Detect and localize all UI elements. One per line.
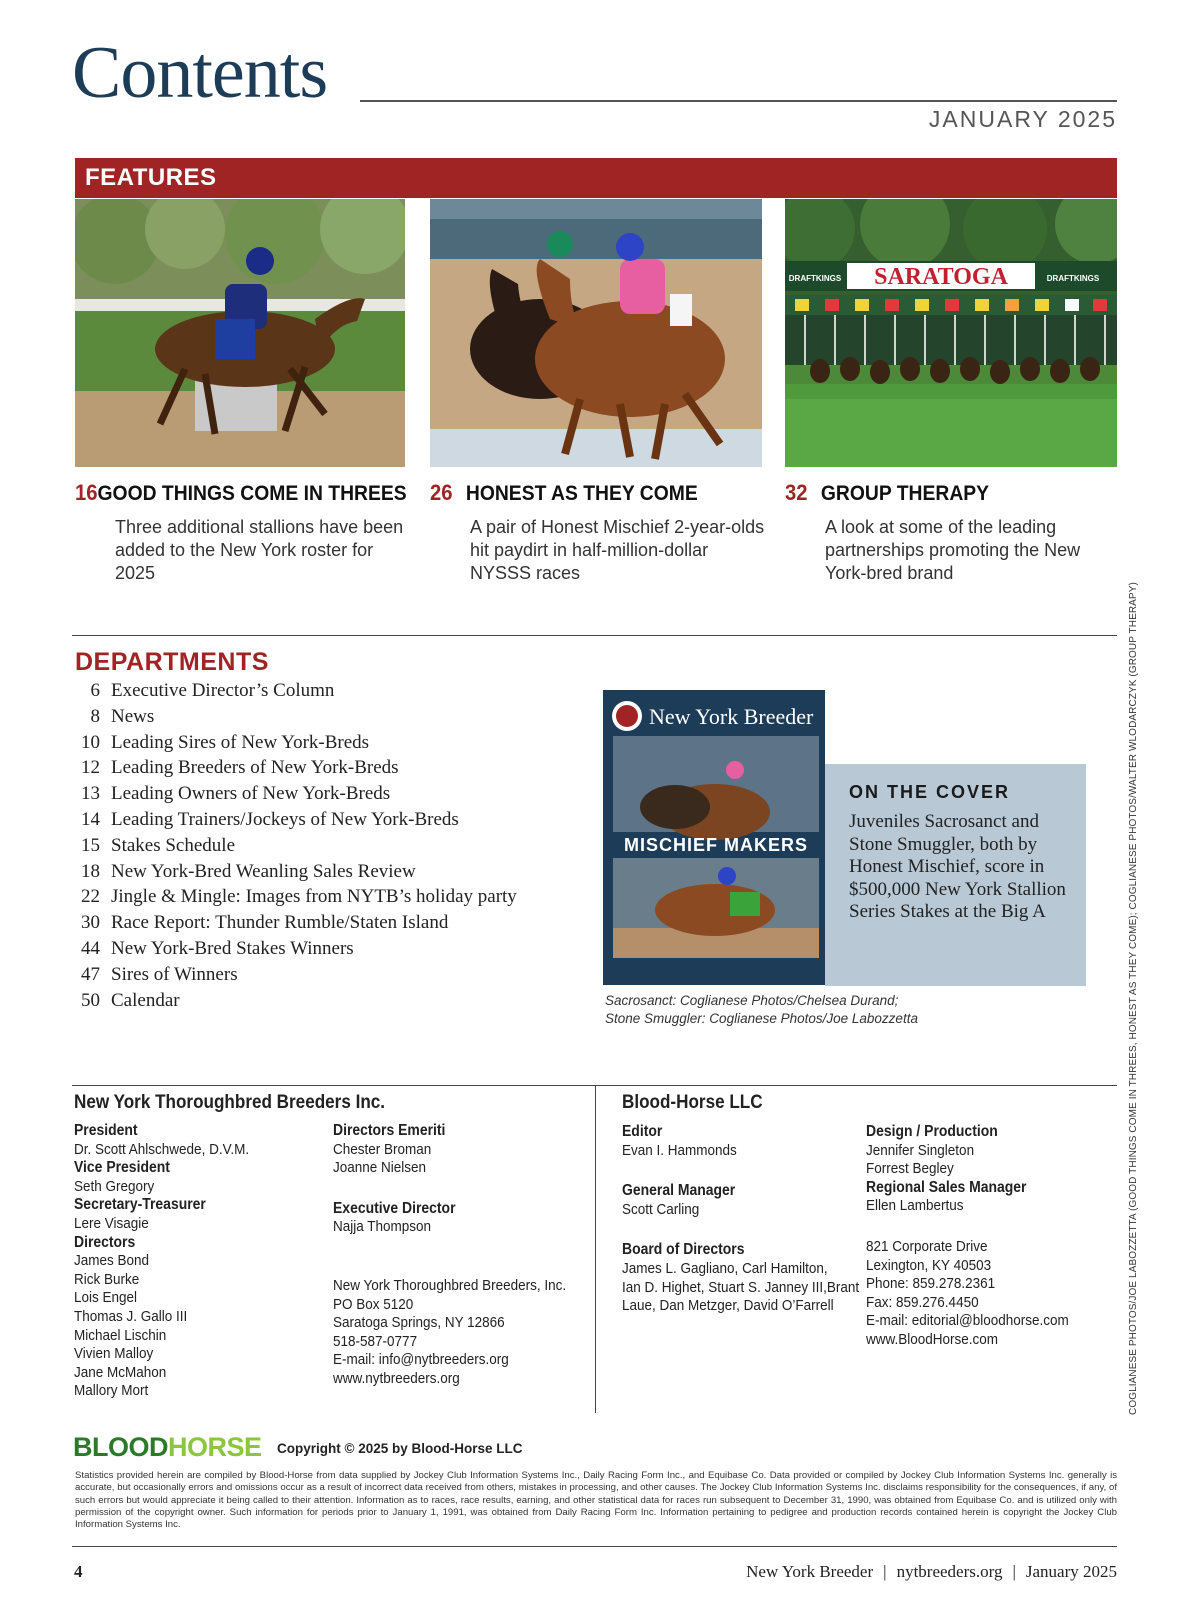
department-page: 6 — [90, 680, 100, 701]
cover-thumbnail[interactable] — [603, 690, 825, 985]
department-item[interactable] — [75, 990, 517, 1016]
footer-website-link[interactable]: nytbreeders.org — [896, 1562, 1003, 1581]
person-name: Evan I. Hammonds — [622, 1141, 737, 1159]
department-item[interactable] — [75, 886, 517, 912]
role-label: Regional Sales Manager — [866, 1178, 1027, 1196]
publication-name: New York Breeder — [746, 1562, 874, 1581]
feature-photo-good-things[interactable] — [75, 199, 405, 467]
person-name: Jane McMahon — [74, 1363, 167, 1381]
department-item[interactable] — [75, 732, 517, 758]
nytb-executives — [333, 1122, 566, 1389]
department-item[interactable] — [75, 835, 517, 861]
person-name: Lois Engel — [74, 1289, 138, 1307]
person-name: Dr. Scott Ahlschwede, D.V.M. — [74, 1140, 250, 1158]
role-label: Secretary-Treasurer — [74, 1196, 206, 1214]
department-page: 30 — [81, 912, 100, 934]
address-line: 821 Corporate Drive — [866, 1237, 988, 1255]
bloodhorse-production — [866, 1123, 1069, 1350]
role-label: Design / Production — [866, 1123, 998, 1140]
features-section-bar — [75, 158, 1117, 198]
department-title: New York-Bred Stakes Winners — [111, 937, 354, 959]
feature-description: A pair of Honest Mischief 2-year-olds hit paydirt in half-million-dollar NYSSS races — [470, 517, 765, 583]
cover-photo-credit — [605, 992, 918, 1028]
department-page: 15 — [81, 834, 100, 856]
email-link[interactable]: E-mail: info@nytbreeders.org — [333, 1351, 509, 1369]
statistics-disclaimer: Statistics provided herein are compiled by Blood-Horse from data supplied by Jockey Club Information Systems Inc., Daily Racing Form Inc., and Equibase Co. Data provided or compiled by Jockey Club Information Systems Inc. generally is accurate, but occasionally errors and omissions occur as a result of incorrect data received from others, mistakes in processing, and other causes. The Jockey Club Information Systems Inc. disclaims responsibility for the consequences, if any, of such errors but would appreciate it being called to their attention. Information as to races, race results, earning, and other statistical data for races run subsequent to December 31, 1990, was obtained from Equibase Co. and is utilized only with permission of the copyright owner. Such information for periods prior to January 1, 1991, was obtained from Daily Racing Form Inc. Information pertaining to pedigree and production records contained herein is copyright the Jockey Club Information Systems Inc. — [75, 1470, 1117, 1531]
department-item[interactable] — [75, 861, 517, 887]
role-label: President — [74, 1122, 138, 1139]
magazine-cover-image — [605, 692, 825, 985]
feature-photo-group-therapy[interactable] — [785, 199, 1117, 467]
departments-list — [75, 680, 517, 1015]
department-page: 13 — [81, 783, 100, 805]
on-the-cover-box — [825, 764, 1086, 986]
feature-item[interactable] — [75, 480, 415, 585]
department-item[interactable] — [75, 912, 517, 938]
department-page: 14 — [81, 808, 100, 830]
department-title: Stakes Schedule — [111, 834, 236, 856]
address-line: New York Thoroughbred Breeders, Inc. — [333, 1276, 567, 1294]
footer-separator: | — [1012, 1562, 1016, 1581]
department-title: Leading Sires of New York-Breds — [111, 731, 370, 753]
feature-title: GOOD THINGS COME IN THREES — [97, 482, 407, 505]
feature-item[interactable] — [430, 480, 770, 585]
feature-page-number: 16 — [75, 480, 98, 505]
department-item[interactable] — [75, 680, 517, 706]
department-item[interactable] — [75, 706, 517, 732]
person-name: Thomas J. Gallo III — [74, 1307, 188, 1325]
on-the-cover-label: ON THE COVER — [849, 782, 1011, 802]
feature-description: Three additional stallions have been added to the New York roster for 2025 — [115, 517, 404, 583]
footer-publication-info — [746, 1562, 1117, 1582]
page-title: Contents — [72, 32, 328, 114]
address-line: PO Box 5120 — [333, 1295, 414, 1313]
saratoga-sign: SARATOGA — [874, 264, 1008, 290]
department-item[interactable] — [75, 757, 517, 783]
person-name: James Bond — [74, 1252, 150, 1270]
person-name: Mallory Mort — [74, 1382, 149, 1400]
sponsor-sign-left: DRAFTKINGS — [788, 274, 842, 283]
department-title: New York-Bred Weanling Sales Review — [111, 860, 416, 882]
board-line: James L. Gagliano, Carl Hamilton, — [622, 1259, 828, 1277]
department-title: Leading Trainers/Jockeys of New York-Breds — [111, 808, 459, 830]
department-title: Jingle & Mingle: Images from NYTB’s holiday party — [111, 886, 517, 908]
feature-page-number: 26 — [430, 480, 453, 505]
department-title: Calendar — [111, 989, 180, 1011]
section-divider — [72, 635, 1117, 636]
page-number: 4 — [74, 1562, 83, 1581]
feature-item[interactable] — [785, 480, 1125, 585]
department-title: Sires of Winners — [111, 963, 238, 985]
website-link[interactable]: www.nytbreeders.org — [333, 1369, 460, 1387]
feature-description: A look at some of the leading partnerships promoting the New York-bred brand — [825, 517, 1081, 583]
departments-heading: DEPARTMENTS — [75, 648, 269, 676]
person-name: Rick Burke — [74, 1270, 140, 1288]
department-page: 22 — [81, 886, 100, 908]
person-name: Joanne Nielsen — [333, 1159, 427, 1177]
department-page: 8 — [90, 705, 100, 727]
horse-racing-photo — [75, 199, 405, 467]
feature-title: HONEST AS THEY COME — [465, 482, 698, 505]
bloodhorse-logo: BLOODHORSE — [73, 1432, 262, 1462]
person-name: Vivien Malloy — [74, 1345, 154, 1363]
starting-gate-photo — [785, 199, 1117, 467]
issue-date: JANUARY 2025 — [928, 106, 1117, 132]
on-the-cover-text: Juveniles Sacrosanct and Stone Smuggler, both by Honest Mischief, score in $500,000 New York Stallion Series Stakes at the Big A — [849, 811, 1066, 922]
features-label: FEATURES — [85, 164, 217, 191]
department-item[interactable] — [75, 938, 517, 964]
person-name: Ellen Lambertus — [866, 1197, 964, 1215]
department-page: 12 — [81, 757, 100, 779]
department-title: Leading Breeders of New York-Breds — [111, 757, 399, 779]
person-name: Chester Broman — [333, 1140, 432, 1158]
footer-separator: | — [883, 1562, 887, 1581]
bloodhorse-staff — [622, 1123, 859, 1316]
department-title: News — [111, 705, 155, 727]
department-title: Executive Director’s Column — [111, 680, 335, 701]
department-page: 18 — [81, 860, 100, 882]
footer-divider — [72, 1546, 1117, 1547]
cover-headline: MISCHIEF MAKERS — [623, 835, 809, 855]
role-label: Executive Director — [333, 1199, 456, 1217]
department-page: 50 — [81, 989, 100, 1011]
title-rule — [360, 100, 1117, 102]
feature-page-number: 32 — [785, 480, 808, 505]
address-line: Saratoga Springs, NY 12866 — [333, 1314, 505, 1332]
department-title: Leading Owners of New York-Breds — [111, 783, 391, 805]
person-name: Scott Carling — [622, 1200, 700, 1218]
feature-photo-honest[interactable] — [430, 199, 762, 467]
person-name: Seth Gregory — [74, 1177, 155, 1195]
role-label: Vice President — [74, 1159, 170, 1177]
feature-title: GROUP THERAPY — [820, 482, 990, 505]
address-line: Lexington, KY 40503 — [866, 1256, 992, 1274]
role-label: Directors Emeriti — [333, 1122, 446, 1139]
cover-credit-line: Sacrosanct: Coglianese Photos/Chelsea Durand; — [605, 993, 899, 1008]
nytb-officers — [74, 1122, 249, 1401]
masthead-column-divider — [595, 1085, 596, 1413]
person-name: Forrest Begley — [866, 1160, 954, 1178]
board-line: Ian D. Highet, Stuart S. Janney III,Brant — [622, 1278, 860, 1296]
address-line: 518-587-0777 — [333, 1332, 418, 1350]
department-item[interactable] — [75, 964, 517, 990]
vertical-photo-credit: COGLIANESE PHOTOS/JOE LABOZZETTA (GOOD THINGS COME IN THREES, HONEST AS THEY COME); COGLIANESE PHOTOS/WALTER WLODARCZYK (GROUP THERAPY) — [1128, 582, 1139, 1415]
department-page: 10 — [81, 731, 100, 753]
cover-credit-line: Stone Smuggler: Coglianese Photos/Joe Labozzetta — [605, 1011, 918, 1026]
role-label: General Manager — [622, 1182, 736, 1200]
person-name: Jennifer Singleton — [866, 1141, 975, 1159]
bloodhorse-title: Blood-Horse LLC — [622, 1092, 763, 1113]
department-item[interactable] — [75, 809, 517, 835]
address-line: Fax: 859.276.4450 — [866, 1293, 979, 1311]
cover-masthead: New York Breeder — [649, 704, 814, 729]
department-page: 44 — [81, 937, 100, 959]
person-name: Lere Visagie — [74, 1214, 149, 1232]
horse-racing-photo — [430, 199, 762, 467]
person-name: Najja Thompson — [333, 1218, 432, 1236]
role-label: Editor — [622, 1123, 663, 1140]
address-line: Phone: 859.278.2361 — [866, 1275, 996, 1293]
nytb-title: New York Thoroughbred Breeders Inc. — [74, 1092, 386, 1113]
department-item[interactable] — [75, 783, 517, 809]
email-link[interactable]: E-mail: editorial@bloodhorse.com — [866, 1312, 1069, 1330]
board-line: Laue, Dan Metzger, David O’Farrell — [622, 1297, 834, 1315]
role-label: Directors — [74, 1233, 136, 1251]
copyright-notice: Copyright © 2025 by Blood-Horse LLC — [277, 1441, 523, 1456]
website-link[interactable]: www.BloodHorse.com — [866, 1330, 999, 1348]
footer-date: January 2025 — [1025, 1562, 1117, 1581]
department-page: 47 — [81, 963, 100, 985]
department-title: Race Report: Thunder Rumble/Staten Island — [111, 912, 449, 934]
sponsor-sign-right: DRAFTKINGS — [1046, 274, 1100, 283]
role-label: Board of Directors — [622, 1241, 745, 1259]
person-name: Michael Lischin — [74, 1326, 167, 1344]
